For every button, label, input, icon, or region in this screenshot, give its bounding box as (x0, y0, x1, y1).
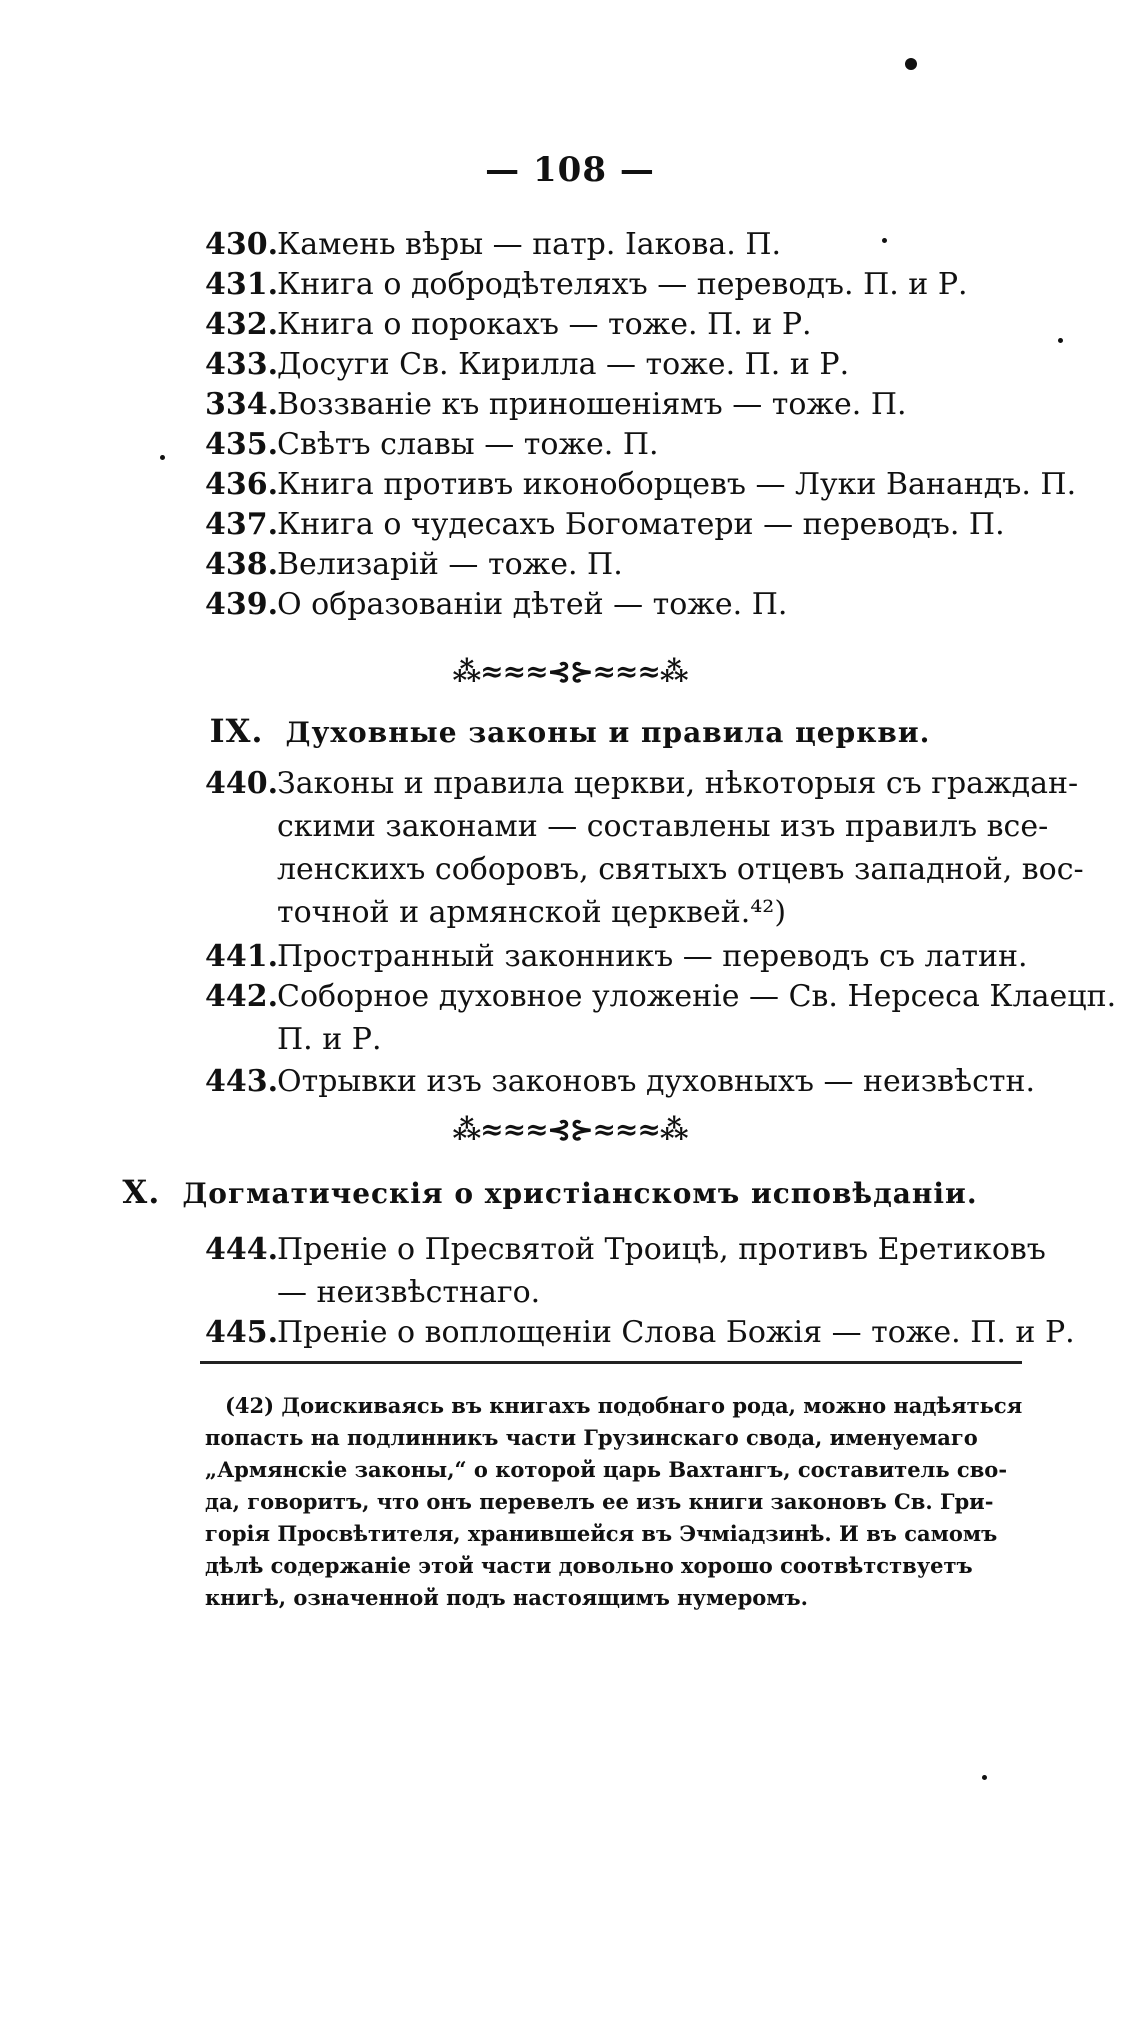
ink-speck (1058, 338, 1063, 343)
footnote-line: (42) Доискиваясь въ книгахъ подобнаго рода, можно надѣяться (225, 1393, 1023, 1418)
entry-text: О образованіи дѣтей — тоже. П. (277, 587, 788, 622)
entry-line: Отрывки изъ законовъ духовныхъ — неизвѣстн. (277, 1064, 1036, 1099)
entry-text: Велизарій — тоже. П. (277, 547, 623, 582)
section-heading-x (0, 1173, 1120, 1211)
ink-speck (982, 1775, 987, 1780)
entry-number: 436. (205, 467, 279, 502)
section-title: Догматическія о христіанскомъ исповѣданіи. (182, 1177, 978, 1210)
entry-line: Пространный законникъ — переводъ съ латин. (277, 939, 1028, 974)
entry-444 (205, 1228, 1046, 1314)
entry-432 (205, 305, 1035, 345)
footnote-line: книгѣ, означенной подъ настоящимъ нумеромъ. (205, 1585, 808, 1610)
entry-441 (205, 935, 1035, 978)
entry-number: 433. (205, 347, 279, 382)
entry-line: скими законами — составлены изъ правилъ все- (277, 809, 1049, 844)
footnote (205, 1390, 1035, 1620)
entry-text: Книга о добродѣтеляхъ — переводъ. П. и Р. (277, 267, 968, 302)
entry-430 (205, 225, 1035, 265)
entry-438 (205, 545, 1035, 585)
entry-text: Камень вѣры — патр. Іакова. П. (277, 227, 782, 262)
entry-431 (205, 265, 1035, 305)
page-number: — 108 — (485, 150, 655, 190)
entry-443 (205, 1060, 1035, 1103)
entry-text: Книга о чудесахъ Богоматери — переводъ. П. (277, 507, 1005, 542)
entry-text: Досуги Св. Кирилла — тоже. П. и Р. (277, 347, 850, 382)
entry-437 (205, 505, 1035, 545)
entry-439 (205, 585, 1035, 625)
entry-text: Книга о порокахъ — тоже. П. и Р. (277, 307, 812, 342)
entry-number: 443. (205, 1064, 279, 1099)
entry-number: 439. (205, 587, 279, 622)
entry-text: Книга противъ иконоборцевъ — Луки Ванандъ. П. (277, 467, 1077, 502)
entry-434 (205, 385, 1035, 425)
entry-445 (205, 1311, 1075, 1354)
entry-440 (205, 762, 1084, 934)
entry-number: 442. (205, 979, 279, 1014)
footnote-separator (200, 1361, 1022, 1364)
footnote-line: „Армянскіе законы,“ о которой царь Вахтангъ, составитель сво- (205, 1457, 1008, 1482)
entry-442 (205, 975, 1117, 1061)
entry-line: П. и Р. (277, 1022, 382, 1057)
ornament-divider: ⁂≈≈≈⊰⊱≈≈≈⁂ (452, 655, 688, 688)
section-numeral: IX. (209, 712, 264, 750)
entry-number: 431. (205, 267, 279, 302)
entry-number: 437. (205, 507, 279, 542)
footnote-line: горія Просвѣтителя, хранившейся въ Эчміадзинѣ. И въ самомъ (205, 1521, 998, 1546)
footnote-line: дѣлѣ содержаніе этой части довольно хорошо соотвѣтствуетъ (205, 1553, 973, 1578)
entry-text: Свѣтъ славы — тоже. П. (277, 427, 659, 462)
entry-line: Соборное духовное уложеніе — Св. Нерсеса Клаецп. (277, 979, 1117, 1014)
section-title: Духовные законы и правила церкви. (285, 716, 931, 749)
entry-line: Преніе о Пресвятой Троицѣ, противъ Еретиковъ (277, 1232, 1046, 1267)
entry-number: 432. (205, 307, 279, 342)
entry-line: Преніе о воплощеніи Слова Божія — тоже. П. и Р. (277, 1315, 1075, 1350)
entry-line: Законы и правила церкви, нѣкоторыя съ граждан- (277, 766, 1079, 801)
entry-435 (205, 425, 1035, 465)
section-numeral: X. (122, 1173, 161, 1211)
entry-number: 438. (205, 547, 279, 582)
entry-number: 430. (205, 227, 279, 262)
entry-number: 334. (205, 387, 279, 422)
entry-number: 440. (205, 766, 279, 801)
entry-list-top (205, 225, 1077, 625)
ornament-divider: ⁂≈≈≈⊰⊱≈≈≈⁂ (452, 1113, 688, 1146)
ink-speck (882, 238, 887, 243)
entry-436 (205, 465, 1077, 505)
entry-433 (205, 345, 1035, 385)
footnote-line: да, говоритъ, что онъ перевелъ ее изъ книги законовъ Св. Гри- (205, 1489, 994, 1514)
entry-line: точной и армянской церквей.⁴²) (277, 895, 787, 930)
section-heading-ix (0, 712, 1140, 750)
ink-speck (160, 455, 165, 460)
entry-number: 435. (205, 427, 279, 462)
entry-number: 445. (205, 1315, 279, 1350)
entry-line: ленскихъ соборовъ, святыхъ отцевъ западной, вос- (277, 852, 1084, 887)
entry-text: Воззваніе къ приношеніямъ — тоже. П. (277, 387, 907, 422)
entry-line: — неизвѣстнаго. (277, 1275, 541, 1310)
entry-number: 441. (205, 939, 279, 974)
ink-speck (905, 58, 917, 70)
entry-number: 444. (205, 1232, 279, 1267)
footnote-line: попасть на подлинникъ части Грузинскаго свода, именуемаго (205, 1425, 978, 1450)
